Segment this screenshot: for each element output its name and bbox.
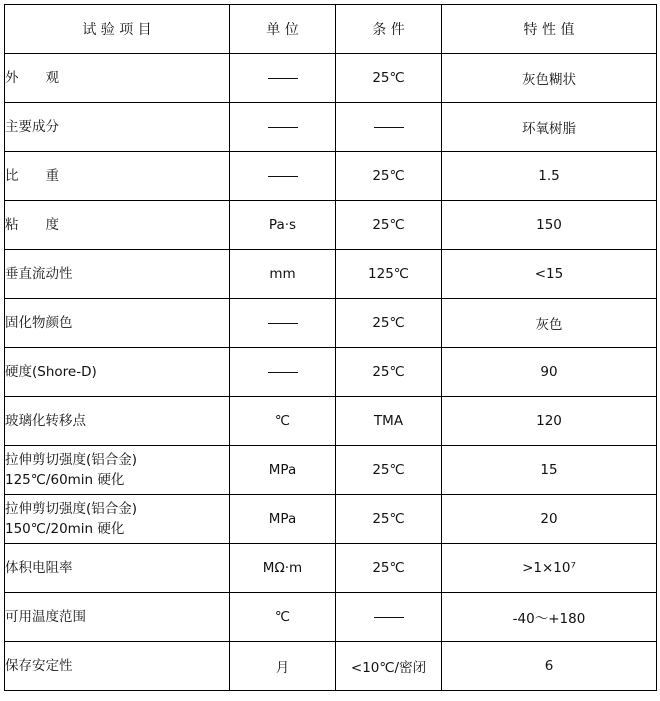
table-row	[5, 299, 657, 348]
item-label: 拉伸剪切强度(铝合金)	[5, 501, 138, 517]
condition-cell: 25℃	[336, 348, 442, 397]
item-cell	[5, 250, 230, 299]
header-unit: 单 位	[230, 5, 336, 54]
value-cell: 环氧树脂	[442, 103, 657, 152]
table-row	[5, 397, 657, 446]
item-label: 固化物颜色	[5, 315, 73, 331]
header-item: 试 验 项 目	[5, 5, 230, 54]
header-condition: 条 件	[336, 5, 442, 54]
item-label: 保存安定性	[5, 658, 73, 674]
item-cell	[5, 593, 230, 642]
table-row	[5, 446, 657, 495]
condition-cell: 25℃	[336, 299, 442, 348]
unit-cell: 月	[230, 642, 336, 691]
item-label: 主要成分	[5, 119, 59, 135]
condition-cell: TMA	[336, 397, 442, 446]
value-cell: 90	[442, 348, 657, 397]
empty-dash	[268, 372, 298, 373]
unit-cell: ℃	[230, 593, 336, 642]
item-label: 玻璃化转移点	[5, 413, 86, 429]
table-row	[5, 54, 657, 103]
value-cell: 150	[442, 201, 657, 250]
value-cell: 6	[442, 642, 657, 691]
value-cell: 灰色	[442, 299, 657, 348]
item-label: 150℃/20min 硬化	[5, 521, 125, 537]
condition-cell: 25℃	[336, 152, 442, 201]
value-cell: 灰色糊状	[442, 54, 657, 103]
condition-cell	[336, 103, 442, 152]
item-cell	[5, 446, 230, 495]
header-row	[5, 5, 657, 54]
value-cell: -40～+180	[442, 593, 657, 642]
condition-cell: 25℃	[336, 201, 442, 250]
item-cell	[5, 495, 230, 544]
item-label: 可用温度范围	[5, 609, 86, 625]
condition-cell: 25℃	[336, 544, 442, 593]
value-cell: 20	[442, 495, 657, 544]
item-cell	[5, 152, 230, 201]
item-cell	[5, 397, 230, 446]
item-label: 体积电阻率	[5, 560, 73, 576]
header-value: 特 性 值	[442, 5, 657, 54]
item-cell	[5, 348, 230, 397]
item-cell	[5, 299, 230, 348]
unit-cell	[230, 348, 336, 397]
item-label: 拉伸剪切强度(铝合金)	[5, 452, 138, 468]
empty-dash	[268, 78, 298, 79]
item-cell	[5, 642, 230, 691]
condition-cell: <10℃/密闭	[336, 642, 442, 691]
spec-table	[4, 4, 657, 691]
item-label: 垂直流动性	[5, 266, 73, 282]
value-cell: 120	[442, 397, 657, 446]
table-row	[5, 348, 657, 397]
table-row	[5, 103, 657, 152]
value-cell: 1.5	[442, 152, 657, 201]
item-cell	[5, 201, 230, 250]
condition-cell: 25℃	[336, 54, 442, 103]
table-row	[5, 593, 657, 642]
value-cell: 15	[442, 446, 657, 495]
table-row	[5, 642, 657, 691]
item-cell	[5, 54, 230, 103]
unit-cell: ℃	[230, 397, 336, 446]
item-cell	[5, 103, 230, 152]
item-label: 硬度(Shore-D)	[5, 364, 97, 380]
unit-cell: MΩ·m	[230, 544, 336, 593]
unit-cell	[230, 54, 336, 103]
item-label: 比 重	[5, 168, 59, 184]
unit-cell	[230, 152, 336, 201]
condition-cell: 25℃	[336, 446, 442, 495]
condition-cell: 25℃	[336, 495, 442, 544]
value-cell: >1×10⁷	[442, 544, 657, 593]
condition-cell: 125℃	[336, 250, 442, 299]
empty-dash	[268, 127, 298, 128]
empty-dash	[268, 176, 298, 177]
unit-cell	[230, 299, 336, 348]
item-label: 外 观	[5, 70, 59, 86]
unit-cell: MPa	[230, 495, 336, 544]
condition-cell	[336, 593, 442, 642]
table-row	[5, 544, 657, 593]
empty-dash	[268, 323, 298, 324]
item-label: 125℃/60min 硬化	[5, 472, 125, 488]
empty-dash	[374, 617, 404, 618]
empty-dash	[374, 127, 404, 128]
unit-cell: Pa·s	[230, 201, 336, 250]
unit-cell: mm	[230, 250, 336, 299]
table-row	[5, 250, 657, 299]
table-row	[5, 201, 657, 250]
unit-cell	[230, 103, 336, 152]
item-label: 粘 度	[5, 217, 59, 233]
item-cell	[5, 544, 230, 593]
table-row	[5, 495, 657, 544]
unit-cell: MPa	[230, 446, 336, 495]
value-cell: <15	[442, 250, 657, 299]
table-row	[5, 152, 657, 201]
